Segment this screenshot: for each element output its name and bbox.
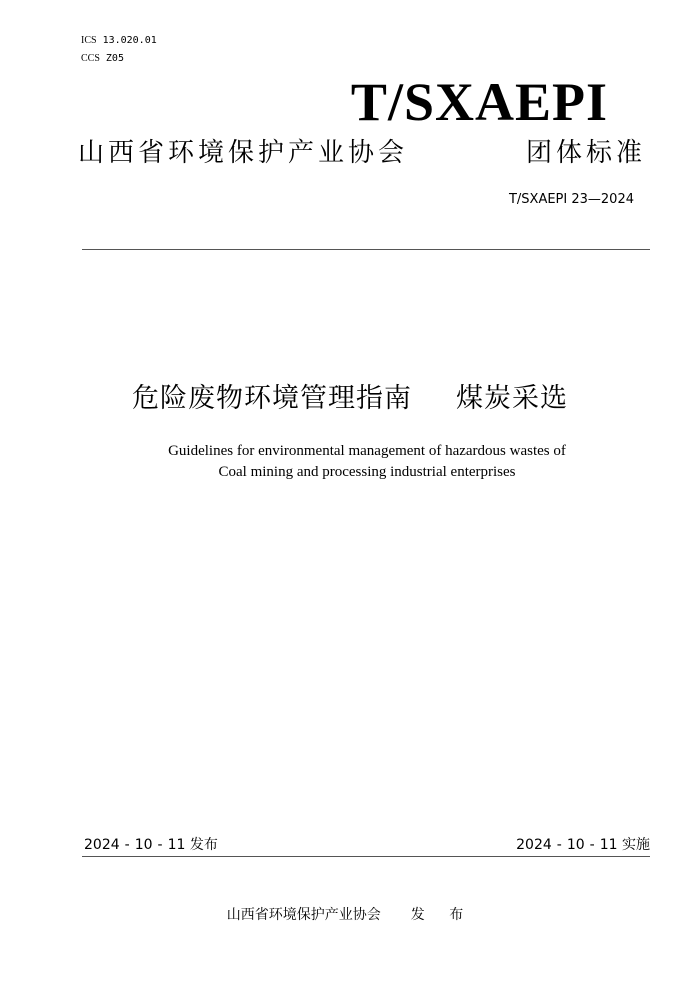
title-sub: 煤炭采选 [456,383,568,414]
issue-label: 发 布 [410,907,474,923]
publish-year: 2024 [84,837,120,853]
ics-code [81,34,157,48]
ccs-value: Z05 [105,53,124,64]
ccs-label: CCS [81,53,100,64]
english-title-line-1: Guidelines for environmental management of hazardous wastes of [168,443,566,459]
english-title-line-2: Coal mining and processing industrial enterprises [218,464,516,480]
standard-type: 团体标准 [525,138,646,168]
ics-value: 13.020.01 [102,35,157,46]
title-main: 危险废物环境管理指南 [132,383,412,414]
implement-day: 11 [599,837,618,853]
brand-logo-text: T/SXAEPI [350,72,608,132]
issuer-name: 山西省环境保护产业协会 [226,907,381,923]
ccs-code [81,52,124,66]
publish-day: 11 [167,837,186,853]
publish-date: 2024 - 10 - 11 发布 [84,837,218,853]
document-title-cn [0,380,700,418]
organization-title: 山西省环境保护产业协会 [78,138,409,168]
header-divider [82,249,650,250]
implement-label: 实施 [622,837,650,853]
publish-month: 10 [134,837,153,853]
footer-divider [82,856,650,857]
issuer-line [0,905,700,925]
standard-number: T/SXAEPI 23—2024 [508,192,634,207]
implement-month: 10 [566,837,585,853]
publish-label: 发布 [189,837,218,853]
implement-year: 2024 [516,837,552,853]
ics-label: ICS [81,35,97,46]
implement-date: 2024 - 10 - 11 实施 [516,837,650,853]
